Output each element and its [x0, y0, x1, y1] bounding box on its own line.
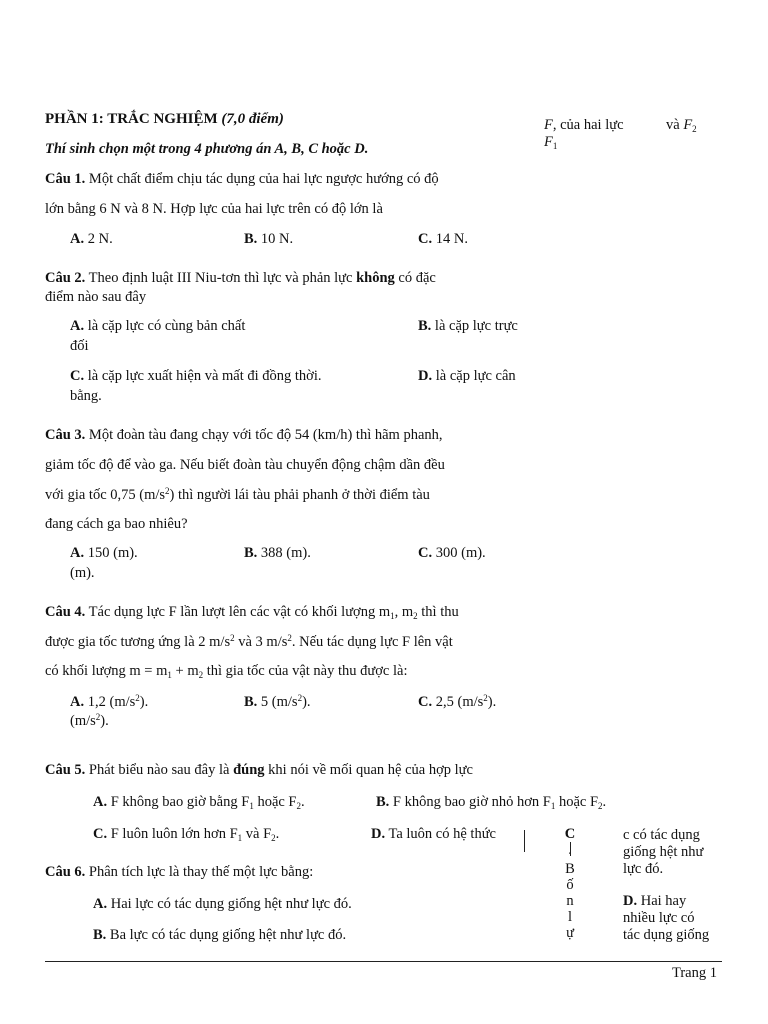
q2-option-b-wrap: [70, 338, 89, 355]
option-key: B.: [244, 545, 258, 561]
q4-text2c: . Nếu tác dụng lực F lên vật: [291, 634, 453, 650]
option-text: Ba lực có tác dụng giống hệt như lực đó.: [109, 927, 347, 943]
side-formula-f1: [544, 134, 557, 151]
option-key: C.: [70, 368, 85, 384]
q3-line4: [45, 516, 188, 533]
option-text: là cặp lực cân: [435, 368, 516, 384]
q2-text2: điểm nào sau đây: [45, 289, 147, 305]
q3-line2: [45, 457, 445, 474]
vertical-char: B: [565, 861, 575, 877]
q6-option-a[interactable]: [93, 896, 352, 913]
q3-line1: [45, 427, 443, 444]
q5-option-d[interactable]: [371, 826, 496, 843]
option-text: F luôn luôn lớn hơn F: [110, 826, 238, 842]
q5-emphasis: đúng: [233, 762, 265, 778]
q2-option-a[interactable]: [70, 318, 245, 335]
option-text: 2,5 (m/s: [435, 694, 484, 710]
vertical-char: n: [566, 893, 574, 909]
option-key: B.: [418, 318, 432, 334]
option-text: 14 N.: [435, 231, 468, 247]
q1-option-a[interactable]: [70, 231, 113, 248]
subscript: 2: [198, 670, 204, 680]
option-key: B.: [376, 794, 390, 810]
option-key: D.: [418, 368, 433, 384]
q4-text1b: , m: [394, 604, 414, 620]
subscript: 1: [550, 801, 556, 811]
option-text-end: .: [275, 826, 280, 842]
q4-option-a[interactable]: [70, 693, 148, 711]
force-f2-symbol: F: [683, 117, 693, 133]
subscript: 1: [237, 833, 243, 843]
superscript: 2: [287, 633, 292, 643]
vertical-char: l: [567, 909, 573, 925]
q5-number: Câu 5.: [45, 762, 86, 778]
overflow-line: tác dụng giống: [623, 927, 710, 943]
force-symbol: F: [544, 117, 553, 133]
q3-text4: đang cách ga bao nhiêu?: [45, 516, 188, 532]
q2-line2: [45, 289, 146, 306]
q6-number: Câu 6.: [45, 864, 86, 880]
instruction: [45, 141, 368, 158]
overflow-line: lực đó.: [623, 861, 664, 877]
overflow-line: Hai hay: [640, 893, 687, 909]
q1-option-c[interactable]: [418, 231, 468, 248]
page-number-text: Trang 1: [672, 965, 717, 981]
subscript: 1: [167, 670, 172, 680]
superscript: 2: [483, 693, 488, 703]
q3-option-d-wrap: [70, 565, 95, 582]
option-text: 2 N.: [87, 231, 113, 247]
q3-option-b[interactable]: [244, 545, 311, 562]
option-key: C.: [418, 231, 433, 247]
option-text-end: ).: [100, 713, 109, 729]
q3-option-a[interactable]: [70, 545, 138, 562]
vertical-char: C: [564, 826, 576, 842]
q4-text3b: + m: [171, 663, 199, 679]
q1-option-b[interactable]: [244, 231, 293, 248]
q4-text3a: có khối lượng m = m: [45, 663, 168, 679]
q6-line1: [45, 864, 313, 881]
footer-rule: [45, 961, 722, 962]
option-text: 150 (m).: [87, 545, 138, 561]
option-key: A.: [70, 694, 85, 710]
option-text: bằng.: [70, 388, 102, 404]
q2-option-b[interactable]: [418, 318, 518, 335]
q2-text1b: có đặc: [398, 270, 436, 286]
option-text: Ta luôn có hệ thức: [388, 826, 496, 842]
q4-number: Câu 4.: [45, 604, 86, 620]
option-key: B.: [244, 694, 258, 710]
q1-line2: [45, 201, 383, 218]
option-key: D.: [623, 893, 638, 909]
f1-subscript: 1: [552, 141, 558, 151]
option-text: 300 (m).: [435, 545, 486, 561]
option-text: 388 (m).: [260, 545, 311, 561]
option-key: B.: [93, 927, 107, 943]
overflow-line: c có tác dụng: [623, 827, 700, 843]
option-text: là cặp lực có cùng bản chất: [87, 318, 246, 334]
superscript: 2: [95, 712, 101, 722]
option-key: C.: [418, 694, 433, 710]
q5-text1b: khi nói về mối quan hệ của hợp lực: [268, 762, 473, 778]
q5-line1: [45, 762, 473, 779]
q2-emphasis: không: [356, 270, 395, 286]
vertical-char: ố: [566, 877, 574, 893]
option-text: F không bao giờ nhỏ hơn F: [392, 794, 551, 810]
q4-line2: [45, 633, 453, 651]
option-key: A.: [93, 794, 108, 810]
superscript: 2: [165, 486, 170, 496]
option-key: C.: [418, 545, 433, 561]
q4-text1c: thì thu: [417, 604, 459, 620]
option-text: là cặp lực xuất hiện và mất đi đồng thời.: [87, 368, 322, 384]
q5-text1a: Phát biểu nào sau đây là: [88, 762, 230, 778]
q2-option-d[interactable]: [418, 368, 516, 385]
q6-option-b[interactable]: [93, 927, 346, 944]
q3-number: Câu 3.: [45, 427, 86, 443]
option-text: 5 (m/s: [260, 694, 298, 710]
option-text-mid: và F: [242, 826, 272, 842]
subscript: 2: [271, 833, 276, 843]
section-points: (7,0 điểm): [221, 111, 284, 127]
superscript: 2: [230, 633, 235, 643]
option-text: đối: [70, 338, 89, 354]
option-text: F không bao giờ bằng F: [110, 794, 250, 810]
overflow-option-d: [623, 893, 709, 944]
q5-option-b[interactable]: [376, 794, 606, 811]
option-text-end: ).: [302, 694, 311, 710]
q5-option-a[interactable]: [93, 794, 305, 811]
section-label: PHẦN 1: TRẮC NGHIỆM: [45, 111, 218, 127]
subscript: 1: [249, 801, 254, 811]
option-text-end: ).: [139, 694, 149, 710]
q4-line1: [45, 604, 459, 621]
superscript: 2: [135, 693, 140, 703]
q3-line3: [45, 486, 430, 504]
q2-option-c[interactable]: [70, 368, 322, 385]
option-text-mid: hoặc F: [253, 794, 297, 810]
q3-text2: giảm tốc độ để vào ga. Nếu biết đoàn tàu chuyển động chậm dần đều: [45, 457, 445, 473]
q6-text1: Phân tích lực là thay thế một lực bằng:: [88, 864, 314, 880]
option-text: (m/s: [70, 713, 96, 729]
subscript: 2: [413, 611, 418, 621]
overflow-line: nhiều lực có: [623, 910, 695, 926]
force-f1-symbol: F: [544, 134, 553, 150]
q1-number: Câu 1.: [45, 171, 86, 187]
option-text: 10 N.: [260, 231, 294, 247]
q4-option-c[interactable]: [418, 693, 496, 711]
option-text: (m).: [70, 565, 95, 581]
q5-option-c[interactable]: [93, 826, 279, 843]
side-formula-line1: [544, 117, 624, 134]
q3-text3b: ) thì người lái tàu phải phanh ở thời điểm tàu: [169, 487, 430, 503]
option-text-mid: hoặc F: [555, 794, 599, 810]
q1-text1: Một chất điểm chịu tác dụng của hai lực ngược hướng có độ: [88, 171, 439, 187]
q1-text2: lớn bằng 6 N và 8 N. Hợp lực của hai lực trên có độ lớn là: [45, 201, 383, 217]
option-key: A.: [70, 231, 85, 247]
page-number: [672, 965, 717, 982]
q3-text1: Một đoàn tàu đang chạy với tốc độ 54 (km/h) thì hãm phanh,: [88, 427, 443, 443]
and-word: và: [666, 117, 680, 133]
option-key: C.: [93, 826, 108, 842]
option-key: A.: [70, 545, 85, 561]
option-text-end: .: [602, 794, 607, 810]
vertical-char: .: [568, 842, 572, 858]
q1-line1: [45, 171, 439, 188]
q4-text2a: được gia tốc tương ứng là 2 m/s: [45, 634, 231, 650]
q2-number: Câu 2.: [45, 270, 86, 286]
vertical-rule: [570, 842, 571, 856]
q2-line1: [45, 270, 436, 287]
q2-option-d-wrap: [70, 388, 102, 405]
option-key: A.: [70, 318, 85, 334]
option-key: B.: [244, 231, 258, 247]
q4-text1a: Tác dụng lực F lần lượt lên các vật có khối lượng m: [88, 604, 391, 620]
overflow-line: giống hệt như: [623, 844, 704, 860]
q2-text1a: Theo định luật III Niu-tơn thì lực và phản lực: [88, 270, 353, 286]
superscript: 2: [297, 693, 303, 703]
q4-text3c: thì gia tốc của vật này thu được là:: [203, 663, 408, 679]
side-formula-and: [666, 117, 697, 134]
q4-line3: [45, 663, 407, 680]
q3-option-c[interactable]: [418, 545, 486, 562]
overflow-option-c: [623, 827, 703, 878]
q4-option-b[interactable]: [244, 693, 311, 711]
f2-subscript: 2: [692, 124, 697, 134]
vertical-char: ự: [566, 925, 574, 941]
formula-bar: [524, 830, 525, 852]
option-text-end: .: [301, 794, 305, 810]
option-text: 1,2 (m/s: [87, 694, 136, 710]
option-text: là cặp lực trực: [434, 318, 518, 334]
instruction-text: Thí sinh chọn một trong 4 phương án A, B, C hoặc D.: [45, 141, 369, 157]
option-text-end: ).: [487, 694, 497, 710]
option-text: Hai lực có tác dụng giống hệt như lực đó.: [110, 896, 352, 912]
section-heading: [45, 111, 284, 128]
option-key: D.: [371, 826, 386, 842]
option-key: A.: [93, 896, 108, 912]
subscript: 2: [598, 801, 603, 811]
subscript: 1: [390, 611, 395, 621]
q4-text2b: và 3 m/s: [234, 634, 288, 650]
q3-text3a: với gia tốc 0,75 (m/s: [45, 487, 166, 503]
side-formula-text: , của hai lực: [552, 117, 624, 133]
q4-option-d-wrap: [70, 712, 109, 730]
subscript: 2: [296, 801, 301, 811]
